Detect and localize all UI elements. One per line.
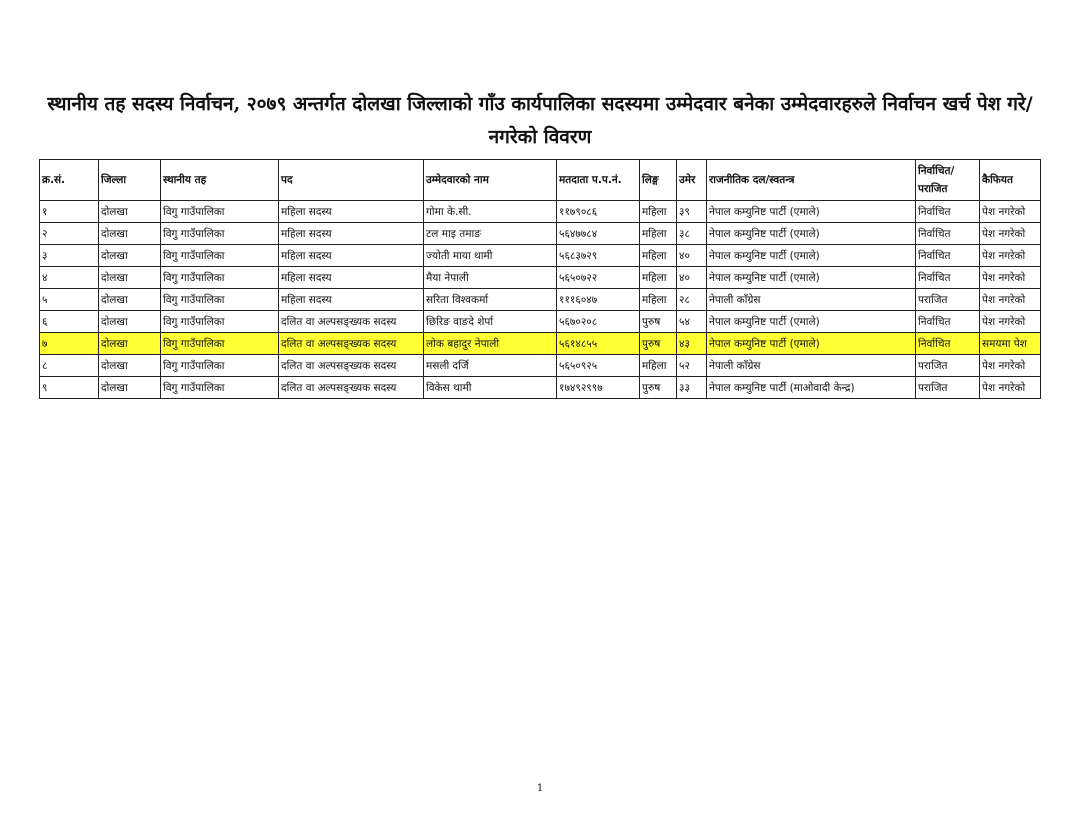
- table-row: [40, 223, 1041, 245]
- candidate-expense-table: [39, 159, 1041, 399]
- cell-remarks: पेश नगरेको: [980, 245, 1041, 267]
- cell-district: दोलखा: [99, 311, 161, 333]
- col-header-remarks: कैफियत: [980, 160, 1041, 201]
- table-row: [40, 355, 1041, 377]
- cell-gender: महिला: [640, 267, 677, 289]
- cell-age: ३९: [677, 201, 707, 223]
- cell-voter-id: १११६०४७: [557, 289, 640, 311]
- cell-remarks: पेश नगरेको: [980, 355, 1041, 377]
- cell-district: दोलखा: [99, 355, 161, 377]
- cell-gender: पुरुष: [640, 311, 677, 333]
- cell-age: २८: [677, 289, 707, 311]
- table-row: [40, 377, 1041, 399]
- cell-age: ४०: [677, 245, 707, 267]
- cell-candidate-name: मैया नेपाली: [424, 267, 557, 289]
- cell-gender: महिला: [640, 355, 677, 377]
- cell-candidate-name: लोक बहादुर नेपाली: [424, 333, 557, 355]
- col-header-result: निर्वाचित/ पराजित: [916, 160, 980, 201]
- cell-voter-id: ११७९०८६: [557, 201, 640, 223]
- col-header-voter-id: मतदाता प.प.नं.: [557, 160, 640, 201]
- col-header-age: उमेर: [677, 160, 707, 201]
- cell-post: दलित वा अल्पसङ्ख्यक सदस्य: [279, 311, 424, 333]
- cell-local-level: विगु गाउँपालिका: [161, 267, 279, 289]
- cell-candidate-name: मसली दर्जि: [424, 355, 557, 377]
- cell-post: दलित वा अल्पसङ्ख्यक सदस्य: [279, 355, 424, 377]
- cell-local-level: विगु गाउँपालिका: [161, 355, 279, 377]
- cell-district: दोलखा: [99, 289, 161, 311]
- col-header-local-level: स्थानीय तह: [161, 160, 279, 201]
- cell-district: दोलखा: [99, 333, 161, 355]
- cell-sn: ४: [40, 267, 99, 289]
- cell-result: पराजित: [916, 289, 980, 311]
- cell-age: ३८: [677, 223, 707, 245]
- cell-result: पराजित: [916, 377, 980, 399]
- cell-local-level: विगु गाउँपालिका: [161, 333, 279, 355]
- cell-result: निर्वाचित: [916, 223, 980, 245]
- cell-remarks: पेश नगरेको: [980, 377, 1041, 399]
- col-header-party: राजनीतिक दल/स्वतन्त्र: [707, 160, 916, 201]
- cell-sn: ९: [40, 377, 99, 399]
- cell-party: नेपाल कम्युनिष्ट पार्टी (माओवादी केन्द्र): [707, 377, 916, 399]
- cell-local-level: विगु गाउँपालिका: [161, 289, 279, 311]
- cell-local-level: विगु गाउँपालिका: [161, 377, 279, 399]
- cell-district: दोलखा: [99, 245, 161, 267]
- cell-sn: १: [40, 201, 99, 223]
- table-row: [40, 201, 1041, 223]
- cell-party: नेपाली काँग्रेस: [707, 355, 916, 377]
- table-row: [40, 267, 1041, 289]
- cell-district: दोलखा: [99, 267, 161, 289]
- cell-post: दलित वा अल्पसङ्ख्यक सदस्य: [279, 333, 424, 355]
- cell-gender: पुरुष: [640, 333, 677, 355]
- cell-age: ४०: [677, 267, 707, 289]
- cell-result: निर्वाचित: [916, 201, 980, 223]
- cell-party: नेपाल कम्युनिष्ट पार्टी (एमाले): [707, 311, 916, 333]
- cell-party: नेपाल कम्युनिष्ट पार्टी (एमाले): [707, 223, 916, 245]
- cell-candidate-name: टल माइ तमाङ: [424, 223, 557, 245]
- cell-local-level: विगु गाउँपालिका: [161, 311, 279, 333]
- col-header-district: जिल्ला: [99, 160, 161, 201]
- col-header-post: पद: [279, 160, 424, 201]
- cell-candidate-name: गोमा के.सी.: [424, 201, 557, 223]
- cell-sn: ५: [40, 289, 99, 311]
- cell-remarks: समयमा पेश: [980, 333, 1041, 355]
- cell-party: नेपाली काँग्रेस: [707, 289, 916, 311]
- cell-district: दोलखा: [99, 201, 161, 223]
- cell-age: ५४: [677, 311, 707, 333]
- cell-remarks: पेश नगरेको: [980, 223, 1041, 245]
- col-header-candidate-name: उम्मेदवारको नाम: [424, 160, 557, 201]
- cell-remarks: पेश नगरेको: [980, 289, 1041, 311]
- cell-result: निर्वाचित: [916, 267, 980, 289]
- cell-post: महिला सदस्य: [279, 223, 424, 245]
- cell-post: महिला सदस्य: [279, 201, 424, 223]
- table-row: [40, 245, 1041, 267]
- cell-candidate-name: ज्योती माया थामी: [424, 245, 557, 267]
- cell-voter-id: १७४९२९९७: [557, 377, 640, 399]
- cell-party: नेपाल कम्युनिष्ट पार्टी (एमाले): [707, 333, 916, 355]
- cell-remarks: पेश नगरेको: [980, 267, 1041, 289]
- col-header-gender: लिङ्ग: [640, 160, 677, 201]
- cell-gender: महिला: [640, 245, 677, 267]
- cell-candidate-name: विकेस थामी: [424, 377, 557, 399]
- cell-post: दलित वा अल्पसङ्ख्यक सदस्य: [279, 377, 424, 399]
- cell-post: महिला सदस्य: [279, 289, 424, 311]
- cell-post: महिला सदस्य: [279, 245, 424, 267]
- cell-voter-id: ५६८३७२९: [557, 245, 640, 267]
- cell-age: ५२: [677, 355, 707, 377]
- cell-party: नेपाल कम्युनिष्ट पार्टी (एमाले): [707, 245, 916, 267]
- page-number: 1: [536, 783, 544, 794]
- cell-candidate-name: छिरिङ वाङदे शेर्पा: [424, 311, 557, 333]
- cell-result: निर्वाचित: [916, 311, 980, 333]
- cell-voter-id: ५६७०२०८: [557, 311, 640, 333]
- cell-voter-id: ५६५०७२२: [557, 267, 640, 289]
- table-row: [40, 333, 1041, 355]
- cell-candidate-name: सरिता विश्वकर्मा: [424, 289, 557, 311]
- cell-district: दोलखा: [99, 377, 161, 399]
- cell-age: ४३: [677, 333, 707, 355]
- cell-voter-id: ५६१४८५५: [557, 333, 640, 355]
- cell-age: ३३: [677, 377, 707, 399]
- cell-district: दोलखा: [99, 223, 161, 245]
- cell-local-level: विगु गाउँपालिका: [161, 223, 279, 245]
- cell-local-level: विगु गाउँपालिका: [161, 245, 279, 267]
- cell-sn: २: [40, 223, 99, 245]
- cell-sn: ६: [40, 311, 99, 333]
- cell-voter-id: ५६४७७८४: [557, 223, 640, 245]
- cell-sn: ३: [40, 245, 99, 267]
- cell-remarks: पेश नगरेको: [980, 311, 1041, 333]
- cell-gender: पुरुष: [640, 377, 677, 399]
- cell-result: पराजित: [916, 355, 980, 377]
- cell-party: नेपाल कम्युनिष्ट पार्टी (एमाले): [707, 267, 916, 289]
- cell-voter-id: ५६५०९२५: [557, 355, 640, 377]
- table-body: [40, 201, 1041, 399]
- cell-local-level: विगु गाउँपालिका: [161, 201, 279, 223]
- table-row: [40, 289, 1041, 311]
- cell-sn: ८: [40, 355, 99, 377]
- table-header-row: [40, 160, 1041, 201]
- cell-sn: ७: [40, 333, 99, 355]
- cell-gender: महिला: [640, 223, 677, 245]
- cell-party: नेपाल कम्युनिष्ट पार्टी (एमाले): [707, 201, 916, 223]
- cell-gender: महिला: [640, 201, 677, 223]
- cell-remarks: पेश नगरेको: [980, 201, 1041, 223]
- cell-result: निर्वाचित: [916, 245, 980, 267]
- cell-gender: महिला: [640, 289, 677, 311]
- cell-post: महिला सदस्य: [279, 267, 424, 289]
- col-header-sn: क्र.सं.: [40, 160, 99, 201]
- table-row: [40, 311, 1041, 333]
- cell-result: निर्वाचित: [916, 333, 980, 355]
- document-title: स्थानीय तह सदस्य निर्वाचन, २०७९ अन्तर्गत दोलखा जिल्लाको गाँउ कार्यपालिका सदस्यमा उम्मेदवार बनेका उम्मेदवारहरुले निर्वाचन खर्च पेश गरे/नगरेको विवरण: [47, 93, 1033, 148]
